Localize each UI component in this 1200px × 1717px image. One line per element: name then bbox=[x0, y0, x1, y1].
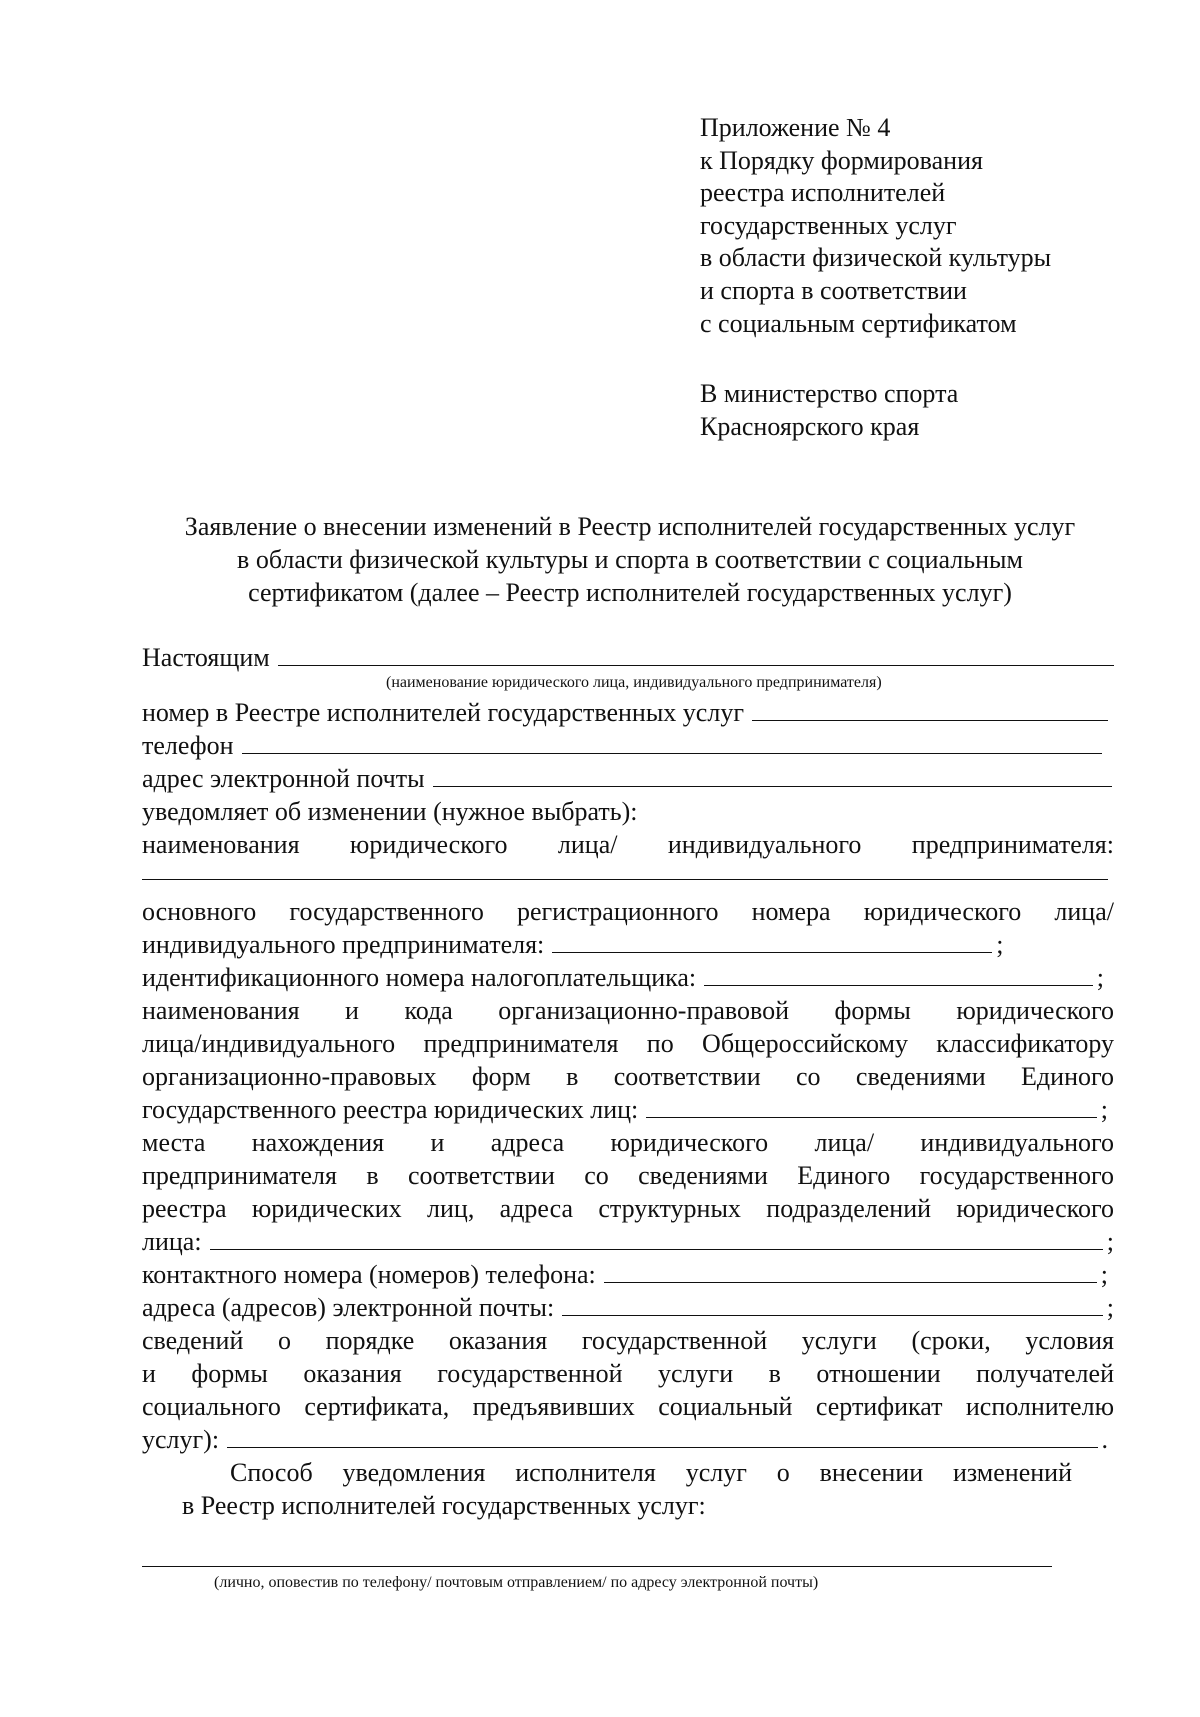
location-label: лица: bbox=[142, 1227, 202, 1256]
notification-method-hint: (лично, оповестив по телефону/ почтовым отправлением/ по адресу электронной почты) bbox=[214, 1574, 819, 1591]
application-form bbox=[142, 641, 1114, 1593]
service-row bbox=[142, 1423, 1114, 1456]
contact-phone-field[interactable] bbox=[604, 1258, 1097, 1283]
notification-method-label: Способ уведомления исполнителя услуг о внесении изменений bbox=[230, 1458, 1072, 1487]
contact-email-field[interactable] bbox=[562, 1291, 1103, 1316]
ogrn-label: индивидуального предпринимателя: bbox=[142, 930, 545, 959]
location-row bbox=[142, 1225, 1114, 1258]
registry-number-row bbox=[142, 696, 1114, 729]
title-line: Заявление о внесении изменений в Реестр исполнителей государственных услуг bbox=[184, 512, 1076, 541]
semicolon: ; bbox=[996, 930, 1004, 959]
annex-line: и спорта в соответствии bbox=[700, 275, 967, 305]
ogrn-label-line: основного государственного регистрационного номера юридического лица/ bbox=[142, 897, 1114, 926]
title-line: сертификатом (далее – Реестр исполнителей государственных услуг) bbox=[248, 578, 1012, 607]
contact-phone-label: контактного номера (номеров) телефона: bbox=[142, 1260, 596, 1289]
contact-phone-row bbox=[142, 1258, 1114, 1291]
service-label-line: и формы оказания государственной услуги в отношении получателей bbox=[142, 1359, 1114, 1388]
semicolon: ; bbox=[1100, 1260, 1108, 1289]
annex-line: Приложение № 4 bbox=[700, 113, 891, 142]
opf-label: государственного реестра юридических лиц: bbox=[142, 1095, 639, 1124]
service-label-line: социального сертификата, предъявивших социальный сертификат исполнителю bbox=[142, 1392, 1114, 1421]
service-label-line: сведений о порядке оказания государственной услуги (сроки, условия bbox=[142, 1326, 1114, 1355]
semicolon: ; bbox=[1106, 1227, 1114, 1256]
annex-line: в области физической культуры bbox=[700, 243, 1052, 273]
addressee-line: В министерство спорта bbox=[700, 379, 959, 408]
annex-line: реестра исполнителей bbox=[700, 178, 946, 208]
registry-number-field[interactable] bbox=[752, 696, 1108, 721]
location-field[interactable] bbox=[210, 1225, 1103, 1250]
opf-label-line: лица/индивидуального предпринимателя по Общероссийскому классификатору bbox=[142, 1029, 1114, 1058]
opf-label-line: организационно-правовых форм в соответствии со сведениями Единого bbox=[142, 1062, 1114, 1091]
contact-email-row bbox=[142, 1291, 1114, 1324]
inn-field[interactable] bbox=[704, 961, 1093, 986]
location-label-line: места нахождения и адреса юридического лица/ индивидуального bbox=[142, 1128, 1114, 1157]
name-change-label: наименования юридического лица/ индивидуального предпринимателя: bbox=[142, 830, 1114, 859]
opf-row bbox=[142, 1093, 1114, 1126]
inn-row bbox=[142, 961, 1114, 994]
notifies-label: уведомляет об изменении (нужное выбрать): bbox=[142, 797, 638, 826]
email-row bbox=[142, 762, 1114, 795]
applicant-name-hint: (наименование юридического лица, индивидуального предпринимателя) bbox=[386, 674, 882, 691]
phone-row bbox=[142, 729, 1114, 762]
opf-label-line: наименования и кода организационно-правовой формы юридического bbox=[142, 996, 1114, 1025]
email-label: адрес электронной почты bbox=[142, 764, 425, 793]
hereby-row bbox=[142, 641, 1114, 674]
addressee-line: Красноярского края bbox=[700, 411, 920, 441]
location-label-line: предпринимателя в соответствии со сведениями Единого государственного bbox=[142, 1161, 1114, 1190]
phone-label: телефон bbox=[142, 731, 234, 760]
service-label: услуг): bbox=[142, 1425, 220, 1454]
semicolon: ; bbox=[1100, 1095, 1108, 1124]
inn-label: идентификационного номера налогоплательщика: bbox=[142, 963, 697, 992]
semicolon: ; bbox=[1106, 1293, 1114, 1322]
registry-number-label: номер в Реестре исполнителей государственных услуг bbox=[142, 698, 744, 727]
period: . bbox=[1101, 1425, 1108, 1454]
ogrn-row bbox=[142, 928, 1114, 961]
name-change-field[interactable] bbox=[142, 861, 1108, 880]
addressee bbox=[700, 378, 958, 443]
title-line: в области физической культуры и спорта в соответствии с социальным bbox=[237, 545, 1023, 574]
ogrn-field[interactable] bbox=[552, 928, 992, 953]
notification-method-field[interactable] bbox=[142, 1522, 1052, 1567]
semicolon: ; bbox=[1096, 963, 1104, 992]
email-field[interactable] bbox=[433, 762, 1112, 787]
annex-line: к Порядку формирования bbox=[700, 145, 983, 175]
phone-field[interactable] bbox=[242, 729, 1103, 754]
notification-method-label: в Реестр исполнителей государственных услуг: bbox=[182, 1491, 706, 1520]
contact-email-label: адреса (адресов) электронной почты: bbox=[142, 1293, 555, 1322]
service-field[interactable] bbox=[227, 1423, 1097, 1448]
hereby-label: Настоящим bbox=[142, 643, 270, 672]
annex-header bbox=[700, 112, 1051, 340]
annex-line: с социальным сертификатом bbox=[700, 308, 1017, 338]
document-title bbox=[140, 510, 1120, 609]
location-label-line: реестра юридических лиц, адреса структурных подразделений юридического bbox=[142, 1194, 1114, 1223]
applicant-name-field[interactable] bbox=[278, 641, 1114, 666]
opf-field[interactable] bbox=[646, 1093, 1097, 1118]
annex-line: государственных услуг bbox=[700, 210, 957, 240]
